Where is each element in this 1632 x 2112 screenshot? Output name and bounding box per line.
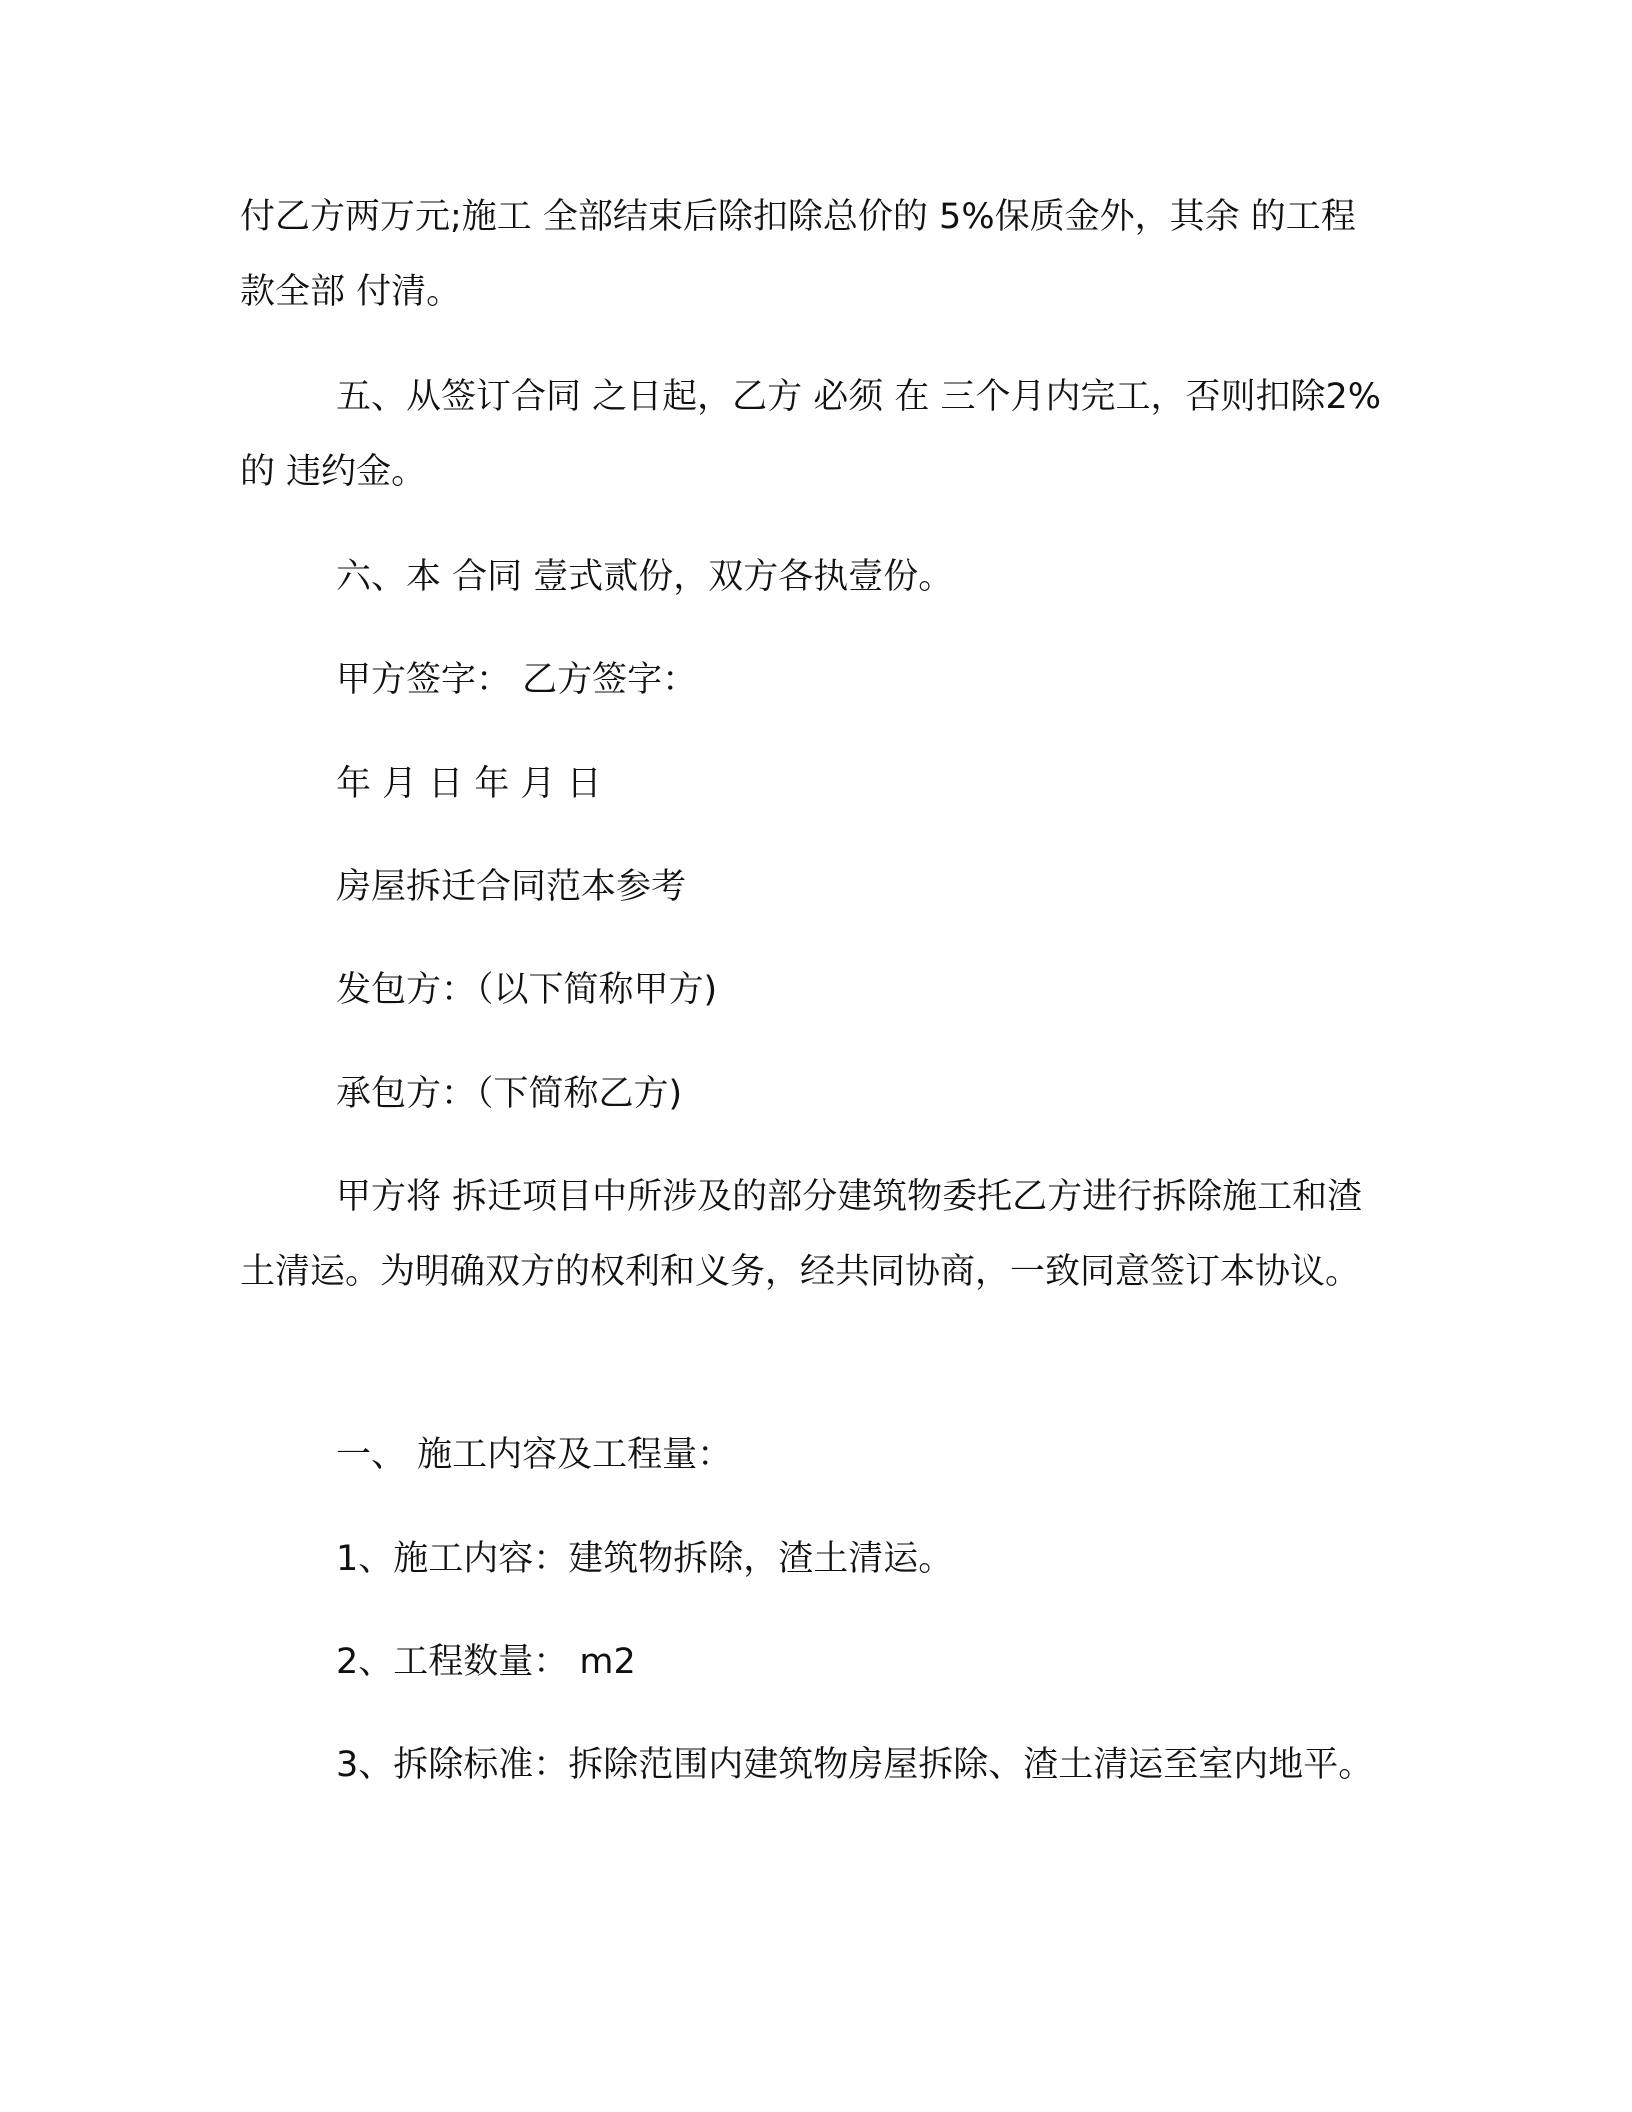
paragraph-payment-terms: 付乙方两万元;施工 全部结束后除扣除总价的 5%保质金外，其余 的工程 款全部 付清。 [240,197,1356,312]
paragraph-clause-6: 六、本 合同 壹式贰份，双方各执壹份。 [336,557,954,597]
item-1: 1、施工内容：建筑物拆除，渣土清运。 [336,1539,954,1579]
paragraph-clause-5: 五、从签订合同 之日起，乙方 必须 在 三个月内完工，否则扣除2%的 违约金。 [240,377,1382,492]
party-a-line: 发包方：（以下简称甲方) [336,970,718,1010]
party-b-line: 承包方：（下简称乙方) [336,1074,683,1114]
date-line: 年 月 日 年 月 日 [336,764,602,804]
section-heading-1: 一、 施工内容及工程量： [336,1435,733,1475]
section-title: 房屋拆迁合同范本参考 [336,867,687,907]
paragraph-agreement-intro: 甲方将 拆迁项目中所涉及的部分建筑物委托乙方进行拆除施工和渣土清运。为明确双方的权利和义务，经共同协商，一致同意签订本协议。 [240,1177,1363,1292]
signature-line: 甲方签字： 乙方签字： [336,660,698,700]
item-2: 2、工程数量： m2 [336,1642,636,1682]
item-3: 3、拆除标准：拆除范围内建筑物房屋拆除、渣土清运至室内地平。 [336,1745,1374,1785]
